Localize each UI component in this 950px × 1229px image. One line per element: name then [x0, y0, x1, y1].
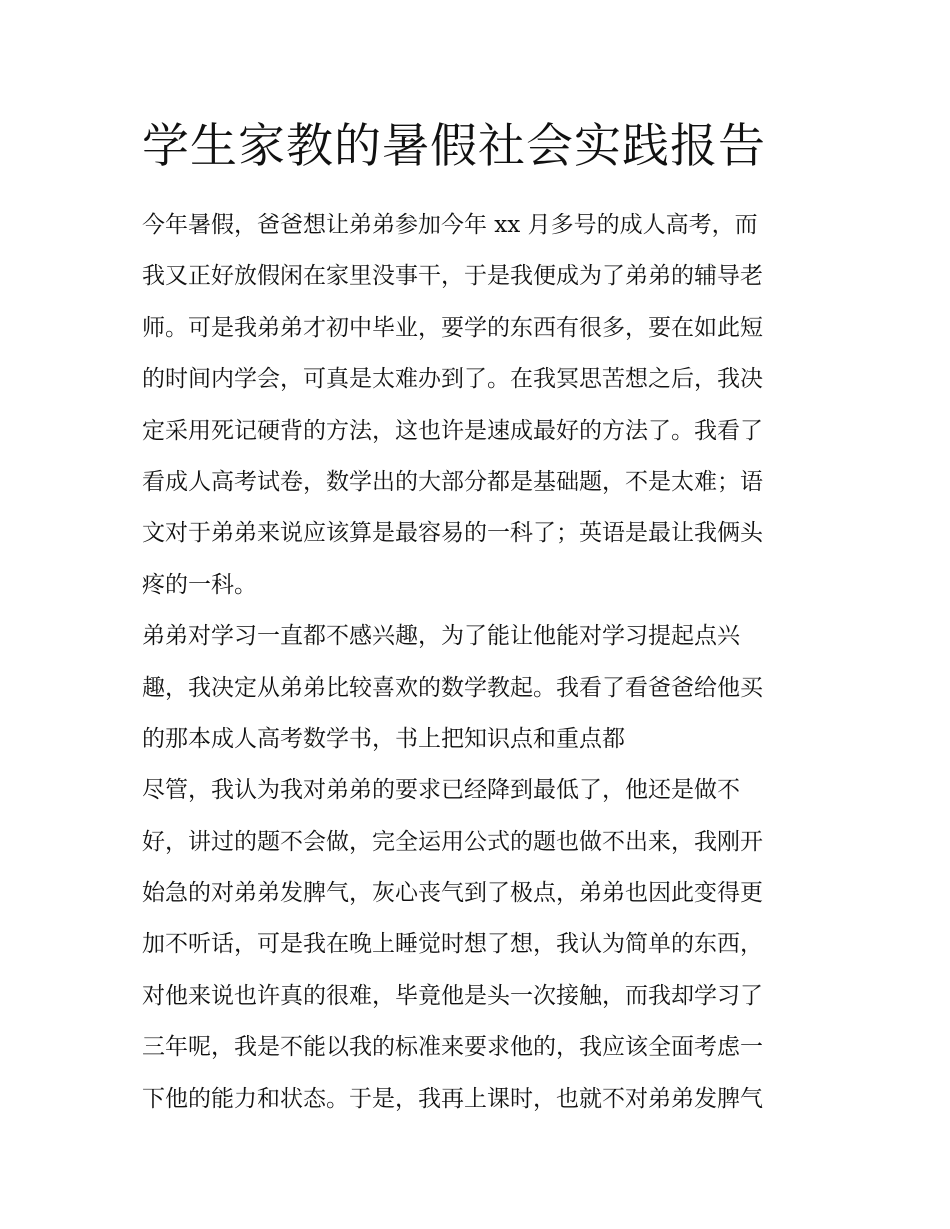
text-line: 今年暑假，爸爸想让弟弟参加今年 xx 月多号的成人高考，而	[142, 212, 758, 238]
text-line: 弟弟对学习一直都不感兴趣，为了能让他能对学习提起点兴	[142, 623, 740, 650]
text-line: 三年呢，我是不能以我的标准来要求他的，我应该全面考虑一	[142, 1034, 763, 1061]
text-line: 好，讲过的题不会做，完全运用公式的题也做不出来，我刚开	[142, 828, 763, 855]
text-line: 师。可是我弟弟才初中毕业，要学的东西有很多，要在如此短	[142, 314, 763, 341]
text-line: 文对于弟弟来说应该算是最容易的一科了；英语是最让我俩头	[142, 520, 763, 547]
text-line: 趣，我决定从弟弟比较喜欢的数学教起。我看了看爸爸给他买	[142, 674, 763, 701]
text-line: 的那本成人高考数学书，书上把知识点和重点都	[142, 725, 625, 752]
text-line: 尽管，我认为我对弟弟的要求已经降到最低了，他还是做不	[142, 777, 740, 804]
text-line: 加不听话，可是我在晚上睡觉时想了想，我认为简单的东西，	[142, 931, 763, 958]
text-line: 我又正好放假闲在家里没事干，于是我便成为了弟弟的辅导老	[142, 263, 763, 290]
text-line: 看成人高考试卷，数学出的大部分都是基础题，不是太难；语	[142, 468, 763, 495]
text-line: 下他的能力和状态。于是，我再上课时，也就不对弟弟发脾气	[142, 1085, 763, 1112]
document-body	[142, 200, 822, 1125]
text-line: 疼的一科。	[142, 571, 257, 598]
text-line: 的时间内学会，可真是太难办到了。在我冥思苦想之后，我决	[142, 366, 763, 393]
text-line: 对他来说也许真的很难，毕竟他是头一次接触，而我却学习了	[142, 982, 763, 1009]
text-line: 始急的对弟弟发脾气，灰心丧气到了极点，弟弟也因此变得更	[142, 880, 763, 907]
text-line: 定采用死记硬背的方法，这也许是速成最好的方法了。我看了	[142, 417, 763, 444]
document-title: 学生家教的暑假社会实践报告	[142, 119, 766, 174]
